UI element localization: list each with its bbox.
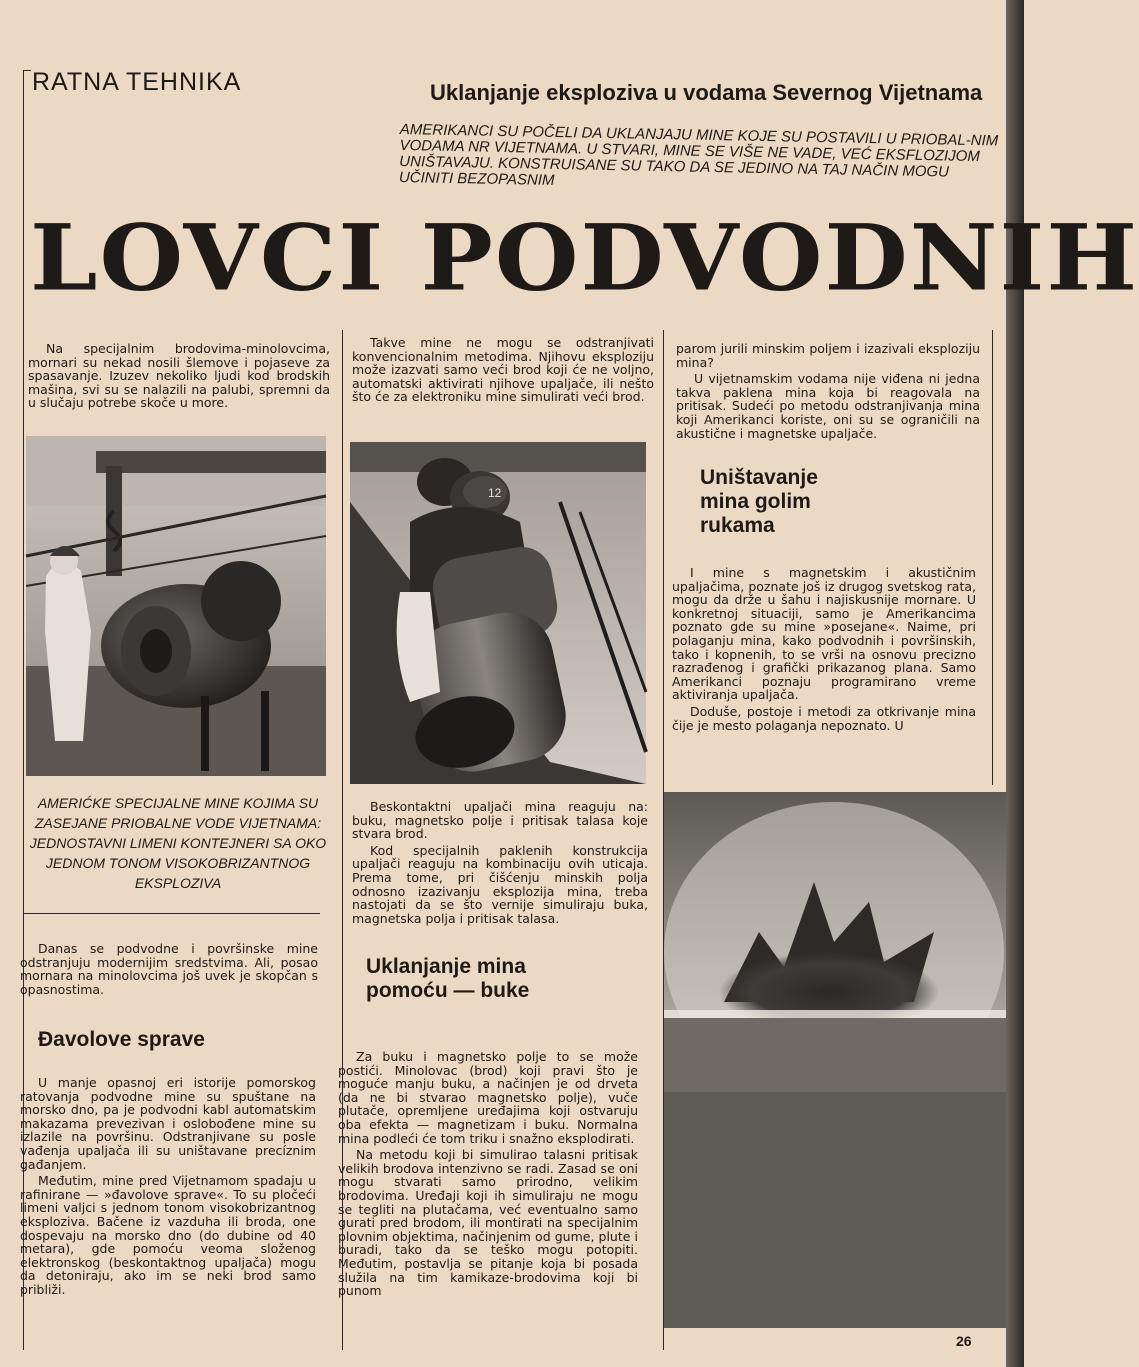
helmet-number: 12 xyxy=(488,486,502,500)
top-corner-rule xyxy=(23,70,31,71)
main-headline: LOVCI PODVODNIH xyxy=(30,203,1139,312)
mine-on-deck-illustration xyxy=(26,436,326,776)
photo-sailors-with-mine xyxy=(350,442,646,784)
paragraph: I mine s magnetskim i akustičnim upaljačima, poznate još iz drugog svetskog rata, mogu da drže u šahu i najiskusnije mornare. U konkretnoj situaciji, samo je Amerikancima poznato gde su mine »posejane«. Naime, pri polaganju mina, kako podvodnih i površinskih, tako i kopnenih, to se vrši na osnovu precizno razrađenog i grafički prikazanog plana. Samo Amerikanci poznaju programirano vreme aktiviranja upaljača. xyxy=(672,565,976,703)
subhead-davolove: Đavolove sprave xyxy=(38,1028,205,1051)
paragraph: Na specijalnim brodovima-minolovcima, mornari su nekad nosili šlemove i pojaseve za spasavanje. Izuzev nekoliko ljudi kod brodskih mašina, svi su se nalazili na palubi, spremni da u slučaju potrebe skoče u more. xyxy=(28,341,330,411)
paragraph: Na metodu koji bi simulirao talasni pritisak velikih brodova intenzivno se radi. Zasad se oni mogu stvarati samo prirodno, velikim brodovima. Uređaji koji ih simuliraju ne mogu se tegliti na plutačama, već eventualno samo gurati pred brodom, ili montirati na specijalnim plovnim objektima, načinjenim od gume, plute i buradi, tako da se teško mogu potopiti. Međutim, postavlja se pitanje koja bi posada služila na tim kamikaze-brodovima koji bi punom xyxy=(338,1147,638,1299)
column-2-body-2 xyxy=(338,1050,638,1301)
photo-caption: AMERIĆKE SPECIJALNE MINE KOJIMA SU ZASEJANE PRIOBALNE VODE VIJETNAMA: JEDNOSTAVNI LIMENI KONTEJNERI SA OKO JEDNOM TONOM VISOKOBRIZANTNOG EKSPLOZIVA xyxy=(29,795,327,891)
underwater-explosion-illustration xyxy=(664,792,1006,1328)
paragraph: U manje opasnoj eri istorije pomorskog ratovanja podvodne mine su spuštane na morsko dno, pa je podvodni kabl automatskim makazama prevezivan i oslobođene mine su izlazile na površinu. Odstranjivane su posle vađenja upaljača ili su uništavane precíznim gađanjem. xyxy=(20,1075,316,1172)
paragraph: Danas se podvodne i površinske mine odstranjuju modernijim sredstvima. Ali, posao mornara na minolovcima još uvek je skopčan s opasnostima. xyxy=(20,941,318,997)
kicker-title: Uklanjanje eksploziva u vodama Severnog Vijetnama xyxy=(430,80,983,105)
paragraph: Takve mine ne mogu se odstranjivati konvencionalnim metodima. Njihovu eksploziju može izazvati samo veći brod koji će ne voljno, automatski aktivirati njihove upaljače, ili nešto što će za elektroniku mine simulirati veći brod. xyxy=(352,335,654,405)
deck-text: AMERIKANCI SU POČELI DA UKLANJAJU MINE KOJE SU POSTAVILI U PRIOBAL-NIM VODAMA NR VIJETNAMA. U STVARI, MINE SE VIŠE NE VADE, VEĆ EKSFLOZIJOM UNIŠTAVAJU. KONSTRUISANE SU TAKO DA SE JEDINO NA TAJ NAČIN MOGU UČINITI BEZOPASNIM xyxy=(398,121,999,189)
column-3-intro xyxy=(676,342,980,443)
paragraph: Beskontaktni upaljači mina reaguju na: buku, magnetsko polje i pritisak talasa koje stvara brod. xyxy=(352,799,648,842)
column-1-body xyxy=(20,942,318,999)
column-1-intro xyxy=(28,342,330,413)
paragraph: U vijetnamskim vodama nije viđena ni jedna takva paklena mina koja bi reagovala na pritisak. Sudeći po metodu odstranjivanja mina koji Amerikanci koriste, oni su se ograničili na akustične i magnetske upaljače. xyxy=(676,371,980,441)
photo-mine-on-deck xyxy=(26,436,326,776)
section-label: RATNA TEHNIKA xyxy=(32,68,242,96)
column-1-body-2 xyxy=(20,1076,316,1300)
column-2-body xyxy=(352,800,648,928)
paragraph: Doduše, postoje i metodi za otkrivanje mina čije je mesto polaganja nepoznato. U xyxy=(672,703,976,733)
sailors-with-mine-illustration xyxy=(350,442,646,784)
column-rule-3 xyxy=(992,330,993,785)
column-3-body xyxy=(672,566,976,735)
paragraph: Kod specijalnih paklenih konstrukcija upaljači reaguju na kombinaciju ovih uticaja. Prema tome, pri čišćenju minskih polja odnosno izazivanju eksplozija mina, treba nastojati da se što vernije simuliraju buka, magnetska polja i pritisak talasa. xyxy=(352,842,648,926)
subhead-unistavanje: Uništavanje mina golim rukama xyxy=(700,466,818,537)
paragraph: parom jurili minskim poljem i izazivali eksploziju mina? xyxy=(676,341,980,370)
photo-explosion xyxy=(664,792,1006,1328)
caption-divider xyxy=(24,913,320,914)
subhead-buka: Uklanjanje mina pomoću — buke xyxy=(366,955,530,1002)
paragraph: Međutim, mine pred Vijetnamom spadaju u rafinirane — »đavolove sprave«. To su pločeći limeni valjci s jednom tonom visokobrizantnog eksploziva. Bačene iz vazduha ili broda, one dospevaju na morsko dno (do dubine od 40 metara), gde pomoću veoma složenog elektronskog (beskontaktnog upaljača) mogu da detoniraju, ako im se neki brod samo približi. xyxy=(20,1173,316,1297)
page-number: 26 xyxy=(956,1333,972,1349)
column-2-intro xyxy=(352,336,654,407)
paragraph: Za buku i magnetsko polje to se može postići. Minolovac (brod) koji pravi što je moguće manju buku, a načinjen je od drveta (da ne bi stvarao magnetsko polje), vuče plutače, opremljene uređajima koji ostvaruju oba efekta — magnetizam i buku. Normalna mina podleći će tom triku i snažno eksplodirati. xyxy=(338,1049,638,1146)
